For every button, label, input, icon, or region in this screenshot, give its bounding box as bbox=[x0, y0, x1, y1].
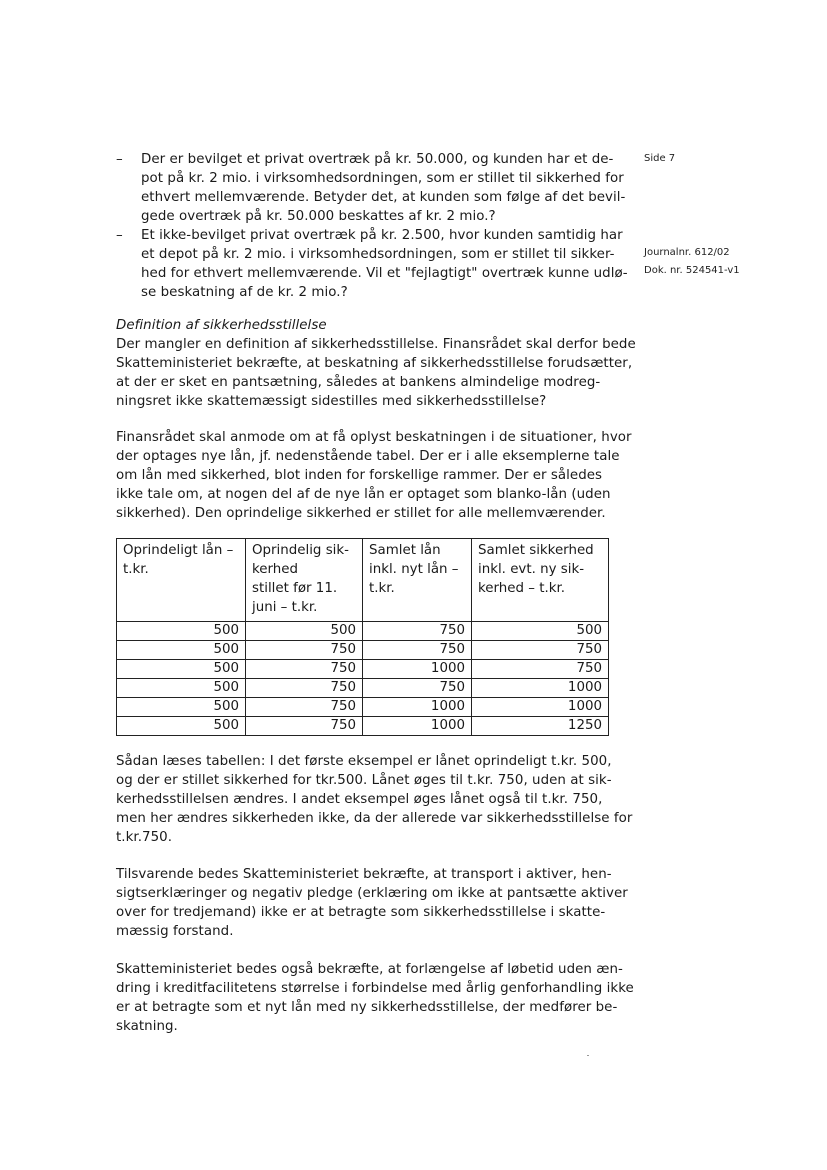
page-label: Side 7 bbox=[644, 153, 676, 164]
table-cell: 750 bbox=[363, 641, 472, 660]
text-line: gede overtræk på kr. 50.000 beskattes af kr. 2 mio.? bbox=[141, 209, 496, 224]
header-line: Oprindelig sik- bbox=[252, 543, 349, 558]
text-line: Der mangler en definition af sikkerhedsstillelse. Finansrådet skal derfor bede bbox=[116, 337, 636, 352]
text-line: dring i kreditfacilitetens størrelse i forbindelse med årlig genforhandling ikke bbox=[116, 981, 634, 996]
document-number: Dok. nr. 524541-v1 bbox=[644, 265, 740, 276]
text-line: ethvert mellemværende. Betyder det, at kunden som følge af det bevil- bbox=[141, 190, 626, 205]
intro-paragraph bbox=[116, 428, 632, 523]
table-cell: 500 bbox=[117, 641, 246, 660]
header-line: t.kr. bbox=[369, 581, 395, 596]
document-reference bbox=[644, 244, 740, 280]
column-header-total-loan bbox=[363, 539, 472, 622]
text-line: Tilsvarende bedes Skatteministeriet bekræfte, at transport i aktiver, hen- bbox=[116, 867, 612, 882]
table-row bbox=[117, 717, 609, 736]
table-cell: 750 bbox=[246, 660, 363, 679]
table-cell: 750 bbox=[363, 679, 472, 698]
table-row bbox=[117, 622, 609, 641]
table-row bbox=[117, 660, 609, 679]
text-line: Der er bevilget et privat overtræk på kr. 50.000, og kunden har et de- bbox=[141, 152, 614, 167]
text-line: se beskatning af de kr. 2 mio.? bbox=[141, 285, 348, 300]
table-cell: 500 bbox=[117, 622, 246, 641]
text-line: t.kr.750. bbox=[116, 830, 173, 845]
table-cell: 500 bbox=[117, 679, 246, 698]
header-line: kerhed bbox=[252, 562, 299, 577]
text-line: er at betragte som et nyt lån med ny sikkerhedsstillelse, der medfører be- bbox=[116, 1000, 618, 1015]
text-line: om lån med sikkerhed, blot inden for forskellige rammer. Der er således bbox=[116, 468, 603, 483]
header-line: juni – t.kr. bbox=[252, 600, 318, 615]
text-line: Sådan læses tabellen: I det første eksempel er lånet oprindeligt t.kr. 500, bbox=[116, 754, 612, 769]
table-cell: 750 bbox=[246, 717, 363, 736]
table-row bbox=[117, 641, 609, 660]
text-line: Skatteministeriet bekræfte, at beskatning af sikkerhedsstillelse forudsætter, bbox=[116, 356, 633, 371]
text-line: at der er sket en pantsætning, således at bankens almindelige modreg- bbox=[116, 375, 601, 390]
list-item bbox=[116, 150, 626, 226]
table-cell: 750 bbox=[363, 622, 472, 641]
table-cell: 1000 bbox=[363, 717, 472, 736]
text-line: mæssig forstand. bbox=[116, 924, 234, 939]
text-line: over for tredjemand) ikke er at betragte som sikkerhedsstillelse i skatte- bbox=[116, 905, 606, 920]
question-list bbox=[116, 150, 628, 302]
column-header-total-security bbox=[472, 539, 609, 622]
transport-paragraph bbox=[116, 865, 628, 941]
table-row bbox=[117, 698, 609, 717]
table-cell: 750 bbox=[246, 641, 363, 660]
table-cell: 500 bbox=[117, 660, 246, 679]
table-cell: 1000 bbox=[363, 698, 472, 717]
text-line: pot på kr. 2 mio. i virksomhedsordningen, som er stillet til sikkerhed for bbox=[141, 171, 624, 186]
header-line: Samlet sikkerhed bbox=[478, 543, 594, 558]
text-line: der optages nye lån, jf. nedenstående tabel. Der er i alle eksemplerne tale bbox=[116, 449, 620, 464]
table-cell: 750 bbox=[246, 698, 363, 717]
page-number bbox=[644, 150, 675, 168]
table-header-row bbox=[117, 539, 609, 622]
loan-table bbox=[116, 538, 609, 736]
table-row bbox=[117, 679, 609, 698]
table-explanation-paragraph bbox=[116, 752, 633, 847]
table-cell: 500 bbox=[117, 717, 246, 736]
column-header-original-loan bbox=[117, 539, 246, 622]
header-line: stillet før 11. bbox=[252, 581, 338, 596]
dash-marker: – bbox=[116, 152, 123, 167]
text-line: Finansrådet skal anmode om at få oplyst beskatningen i de situationer, hvor bbox=[116, 430, 632, 445]
scan-speck bbox=[587, 1055, 589, 1056]
header-line: kerhed – t.kr. bbox=[478, 581, 566, 596]
text-line: skatning. bbox=[116, 1019, 178, 1034]
table-cell: 500 bbox=[117, 698, 246, 717]
table-cell: 500 bbox=[472, 622, 609, 641]
header-line: inkl. evt. ny sik- bbox=[478, 562, 585, 577]
text-line: og der er stillet sikkerhed for tkr.500. Lånet øges til t.kr. 750, uden at sik- bbox=[116, 773, 612, 788]
dash-marker: – bbox=[116, 228, 123, 243]
text-line: Skatteministeriet bedes også bekræfte, at forlængelse af løbetid uden æn- bbox=[116, 962, 623, 977]
header-line: Samlet lån bbox=[369, 543, 441, 558]
table-cell: 750 bbox=[246, 679, 363, 698]
table-cell: 1000 bbox=[472, 698, 609, 717]
definition-section bbox=[116, 316, 636, 411]
section-heading: Definition af sikkerhedsstillelse bbox=[116, 318, 327, 333]
text-line: et depot på kr. 2 mio. i virksomhedsordningen, som er stillet til sikker- bbox=[141, 247, 615, 262]
table-cell: 750 bbox=[472, 641, 609, 660]
list-item bbox=[116, 226, 628, 302]
table-cell: 1000 bbox=[363, 660, 472, 679]
text-line: ningsret ikke skattemæssigt sidestilles med sikkerhedsstillelse? bbox=[116, 394, 547, 409]
table-cell: 1000 bbox=[472, 679, 609, 698]
journal-number: Journalnr. 612/02 bbox=[644, 247, 730, 258]
text-line: kerhedsstillelsen ændres. I andet eksempel øges lånet også til t.kr. 750, bbox=[116, 792, 603, 807]
text-line: hed for ethvert mellemværende. Vil et "fejlagtigt" overtræk kunne udlø- bbox=[141, 266, 628, 281]
text-line: Et ikke-bevilget privat overtræk på kr. 2.500, hvor kunden samtidig har bbox=[141, 228, 623, 243]
table-cell: 500 bbox=[246, 622, 363, 641]
text-line: ikke tale om, at nogen del af de nye lån er optaget som blanko-lån (uden bbox=[116, 487, 611, 502]
table-cell: 750 bbox=[472, 660, 609, 679]
text-line: sikkerhed). Den oprindelige sikkerhed er stillet for alle mellemværender. bbox=[116, 506, 606, 521]
header-line: Oprindeligt lån – bbox=[123, 543, 234, 558]
header-line: t.kr. bbox=[123, 562, 149, 577]
column-header-original-security bbox=[246, 539, 363, 622]
term-extension-paragraph bbox=[116, 960, 634, 1036]
table-cell: 1250 bbox=[472, 717, 609, 736]
header-line: inkl. nyt lån – bbox=[369, 562, 459, 577]
text-line: men her ændres sikkerheden ikke, da der allerede var sikkerhedsstillelse for bbox=[116, 811, 633, 826]
text-line: sigtserklæringer og negativ pledge (erklæring om ikke at pantsætte aktiver bbox=[116, 886, 628, 901]
